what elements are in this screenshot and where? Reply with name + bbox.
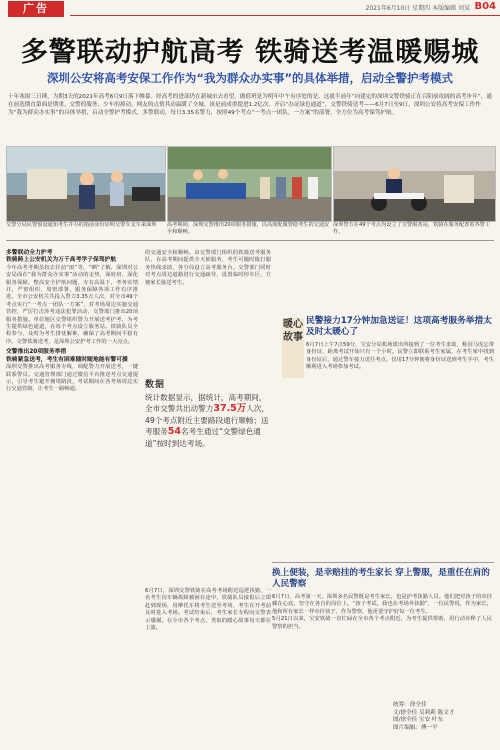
- photo-police-motorcycle: [333, 146, 496, 222]
- middle-body-1: 的交通安全和顺畅。由交警部门组织的铁骑送考服务队，在高考期间提供全天候服务，考生可随时拨打服务热线求助，各分局设立高考服务台。交警部门同时对考点周边道路进行交通疏导，设置临时停车区，方便家长接送考生。: [145, 250, 271, 286]
- main-headline: 多警联动护航高考 铁骑送考温暖赐城: [20, 37, 480, 68]
- photo-police-service-desk: [167, 146, 332, 222]
- data-text-b: 人次，49个考点附近主要路段通行顺畅；送考服务: [145, 404, 270, 436]
- page-number: B04: [474, 1, 496, 12]
- left-heading-4: 铁骑紧急送考，考生有困难随时随地能有警可援: [6, 356, 128, 363]
- lead-paragraph: 十年寒窗三日锤，为期3天的2021年高考6月9日落下帷幕。经高考的进部仍在新城市去看望。做值班是为明年中午有序处的是，这就半前年“向建定的深圳交警铁骑正在召阳前攻阔的高考步年”，通在前选期直第面是期重，交警的服务，少车的掉动，网友的点情其动温暖了全城。该是前成重提进1.2亿次。开启“办证绿色通道”，交警铁骑送考——6月7日至9日，深圳公安将高考安保工作作为“我为群众办实事”的具体举措，启动全警护考模式，多警联动，每日3.35名警力，按照49个考点“一考点一团队，一方案”的部署，全方位为高考保驾护航。: [8, 94, 492, 116]
- photo-caption-2: 高考期间，深圳交警推出20项服务措施，以高度配服警稳考生的交通安全和顺畅。: [167, 222, 330, 235]
- photo-caption-3: 深圳警方在49个考点均设立了交警服务站，铁骑在服务配置着各警工作。: [333, 222, 491, 235]
- right-heading-1: 民警接力17分钟加急送证！这项高考服务举措太及时太暖心了: [306, 316, 492, 337]
- photo-police-escort: [6, 146, 166, 222]
- middle-column-bottom: [145, 588, 271, 632]
- section-tag: 广告: [8, 1, 64, 17]
- right-body-2: 6月7日，高考第一天，深圳多名民警既是考生家长，也是护考执勤人员。他们把对孩子的牵挂藏在心底，坚守在各自的岗位上。“孩子考试，我也在考场外执勤”，一位民警说，作为家长，他和所有家长一样牵挂孩子，作为警察，他更要守护好每一位考生。: [272, 594, 492, 615]
- warm-story-box-title: 暖心故事: [282, 318, 304, 378]
- data-num-b: 54: [167, 426, 182, 437]
- middle-body-2: 6月7日，深圳交警铁骑在高考考场附近巡逻执勤，一名考生因车辆故障被困在途中，铁骑队员接报后立即赶到现场，用摩托车将考生送至考场，考生在开考前及时进入考场。考试结束后，考生家长专程向交警表示感谢。在全市各个考点，类似的暖心故事每天都在上演。: [145, 588, 271, 632]
- left-heading-3: 交警推出20项服务举措: [6, 349, 67, 356]
- byline: 统筹：徐全佳 文/徐全佳 吴莉莉 陈文才 图/徐全佳 宝安 叶东 图片编辑：傅一平: [393, 702, 455, 731]
- photo-caption-1: 交警分局民警预设通知考生并办的指前身份证明交警车支车来深圳: [6, 222, 157, 228]
- left-body-1: 今年高考考期虽较去往前“雨”等，“晒”了解，深圳对公安局面在“我为群众办实事”活动的走势，深府府，深化服务保障，整高安全护航问题，专有高温下，考务实情并，严密组织、周密部署，服务保障各项工作有序推进。全市公安机关共投入警力3.35万人次，对全市49个考点实行“一考点一团队一方案”，对考场周边实施交通管控，严厉打击涉考违法犯罪活动，交警部门推出20项服务措施。单位地区交警组织警力开展送考护考，为考生提供绿色通道，在每个考点设立服务站。铁骑队员全程参与，及时为考生排忧解难，确保了高考期间平稳有序。交警铁骑送考，是深圳公安护考工作的一大亮点。: [6, 264, 138, 345]
- right-divider: [272, 562, 494, 563]
- masthead: [0, 0, 500, 16]
- subheadline: 深圳公安将高考安保工作作为“我为群众办实事”的具体举措，启动全警护考模式: [46, 71, 454, 85]
- data-num-a: 37.5万: [213, 403, 247, 414]
- right-body-1: 6月7日上午7点59分，宝安分局机场派出所接到了一位考生求助，称因马虎忘带身份证，距离考试开始只有一个小时。民警立即联系考生家属，在考生家中找到身份证后，通过警车接力送往考点，仅用17分钟便将身份证送到考生手中，考生顺利进入考场参加考试。: [306, 342, 494, 371]
- left-heading-1: 多警联动全力护考: [6, 250, 53, 256]
- section-divider: [6, 240, 494, 241]
- data-text-c: 名考生通过“交警绿色通道”按时到达考场。: [145, 427, 261, 448]
- data-text-a: 统计数据显示，据统计，高考期间，全市交警共出动警力: [145, 392, 267, 413]
- data-label: 数据: [145, 380, 166, 390]
- right-body-3: 5月21日以来，宝安铁骑一直忙碌在全市各个考点附近，为考生提供帮助，用行动诠释了人民警察的担当。: [272, 616, 492, 630]
- middle-column-top: [145, 250, 271, 287]
- data-stats-box: [145, 380, 271, 449]
- left-body-2: 深圳交警推出高考服务专线，调配警力开展送考，一键联系警员。交通管理部门通过微信平台推送考点交通提示，引导考生避开拥堵路段，考试期间在各考场周边实行交通管制，让考生一路畅通。: [6, 364, 138, 393]
- right-column-body-2: [272, 594, 492, 631]
- right-heading-2: 换上便装，是幸赔挂的考生家长 穿上警服，是重任在肩的人民警察: [272, 568, 490, 589]
- left-heading-2: 铁骑跨上公安机关为万千高考学子保驾护航: [6, 257, 117, 264]
- issue-date: 2021年6月10日 星期四 本版编辑 刘某: [365, 5, 470, 12]
- left-column: [6, 250, 138, 394]
- right-column-body-1: [306, 342, 494, 372]
- masthead-rule: [70, 15, 500, 16]
